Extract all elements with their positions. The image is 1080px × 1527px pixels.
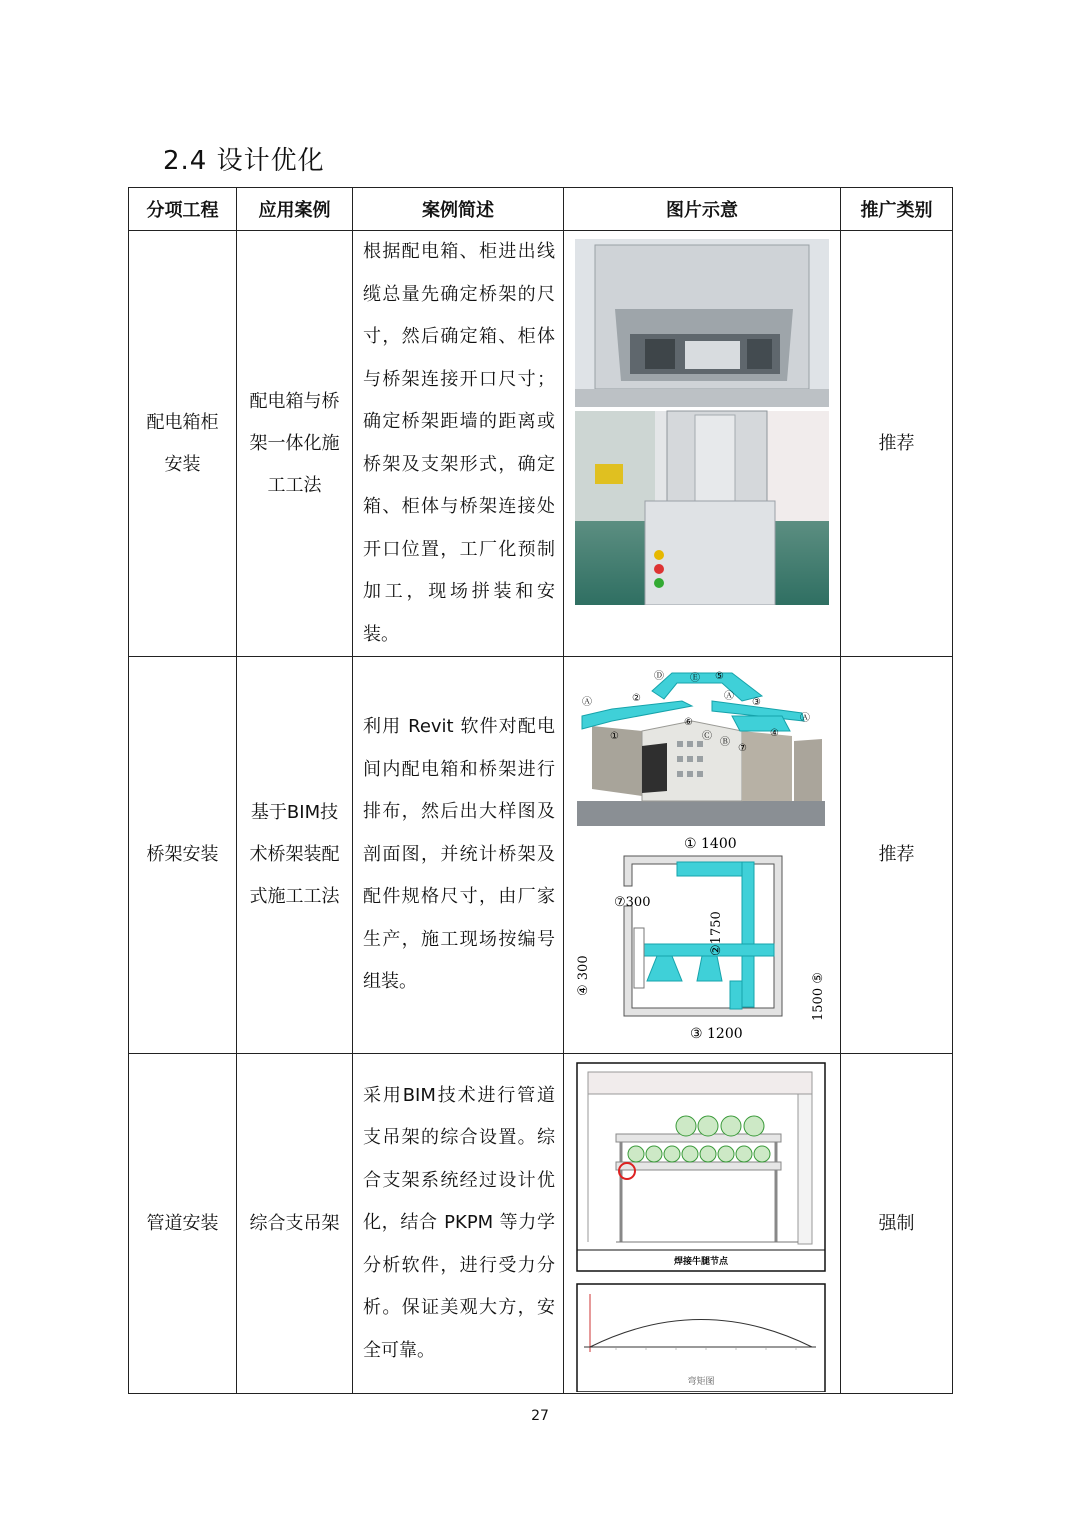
row-figure <box>564 1054 841 1394</box>
section-title: 2.4 设计优化 <box>163 146 325 176</box>
header-figure: 图片示意 <box>564 188 841 231</box>
row-promotion: 推荐 <box>841 657 953 1054</box>
dimension-label: ③ 1200 <box>690 1026 743 1041</box>
marker-label: ⑥ <box>684 717 693 728</box>
dimension-label: ① 1400 <box>684 836 737 852</box>
header-case: 应用案例 <box>237 188 353 231</box>
dimension-label: ②1750 <box>709 911 724 956</box>
row-category: 管道安装 <box>129 1054 237 1394</box>
marker-label: ② <box>632 693 641 704</box>
table-row <box>129 657 953 1054</box>
figure-caption: 弯矩图 <box>687 1377 715 1387</box>
header-promotion: 推广类别 <box>841 188 953 231</box>
bim-cable-tray-figure <box>572 661 832 1041</box>
marker-label: ③ <box>752 697 761 708</box>
row-figure <box>564 231 841 657</box>
support-hanger-drawing <box>576 1062 828 1392</box>
marker-label: Ⓐ <box>582 697 592 708</box>
row-case: 综合支吊架 <box>237 1054 353 1394</box>
page-number: 27 <box>531 1408 549 1424</box>
header-category: 分项工程 <box>129 188 237 231</box>
marker-label: Ⓑ <box>720 737 730 748</box>
marker-label: ① <box>610 731 619 742</box>
row-case: 配电箱与桥架一体化施工工法 <box>237 231 353 657</box>
figure-caption: 焊接牛腿节点 <box>673 1257 729 1267</box>
row-promotion: 强制 <box>841 1054 953 1394</box>
design-optimization-table <box>128 187 953 1394</box>
dimension-label: ⑦300 <box>614 895 651 910</box>
header-description: 案例简述 <box>353 188 564 231</box>
marker-label: Ⓐ <box>724 691 734 702</box>
marker-label: Ⓒ <box>702 731 712 742</box>
marker-label: Ⓔ <box>690 673 700 684</box>
row-promotion: 推荐 <box>841 231 953 657</box>
table-header-row <box>129 188 953 231</box>
row-category: 配电箱柜安装 <box>129 231 237 657</box>
marker-label: Ⓐ <box>800 713 810 724</box>
marker-label: ⑦ <box>738 743 747 754</box>
distribution-box-photo <box>575 239 829 605</box>
row-case: 基于BIM技术桥架装配式施工工法 <box>237 657 353 1054</box>
dimension-label: ④ 300 <box>576 955 591 996</box>
row-figure <box>564 657 841 1054</box>
table-row <box>129 231 953 657</box>
row-description: 根据配电箱、柜进出线缆总量先确定桥架的尺寸，然后确定箱、柜体与桥架连接开口尺寸；确定桥架距墙的距离或桥架及支架形式，确定箱、柜体与桥架连接处开口位置，工厂化预制加工，现场拼装和安装。 <box>353 231 564 657</box>
dimension-label: 1500 ⑤ <box>811 972 826 1021</box>
marker-label: Ⓓ <box>654 671 664 682</box>
row-category: 桥架安装 <box>129 657 237 1054</box>
row-description: 利用 Revit 软件对配电间内配电箱和桥架进行排布，然后出大样图及剖面图，并统计桥架及配件规格尺寸，由厂家生产，施工现场按编号组装。 <box>353 657 564 1054</box>
marker-label: ⑤ <box>715 671 724 682</box>
marker-label: ④ <box>770 728 779 739</box>
row-description: 采用BIM技术进行管道支吊架的综合设置。综合支架系统经过设计优化，结合 PKPM 等力学分析软件，进行受力分析。保证美观大方，安全可靠。 <box>353 1054 564 1394</box>
table-row <box>129 1054 953 1394</box>
